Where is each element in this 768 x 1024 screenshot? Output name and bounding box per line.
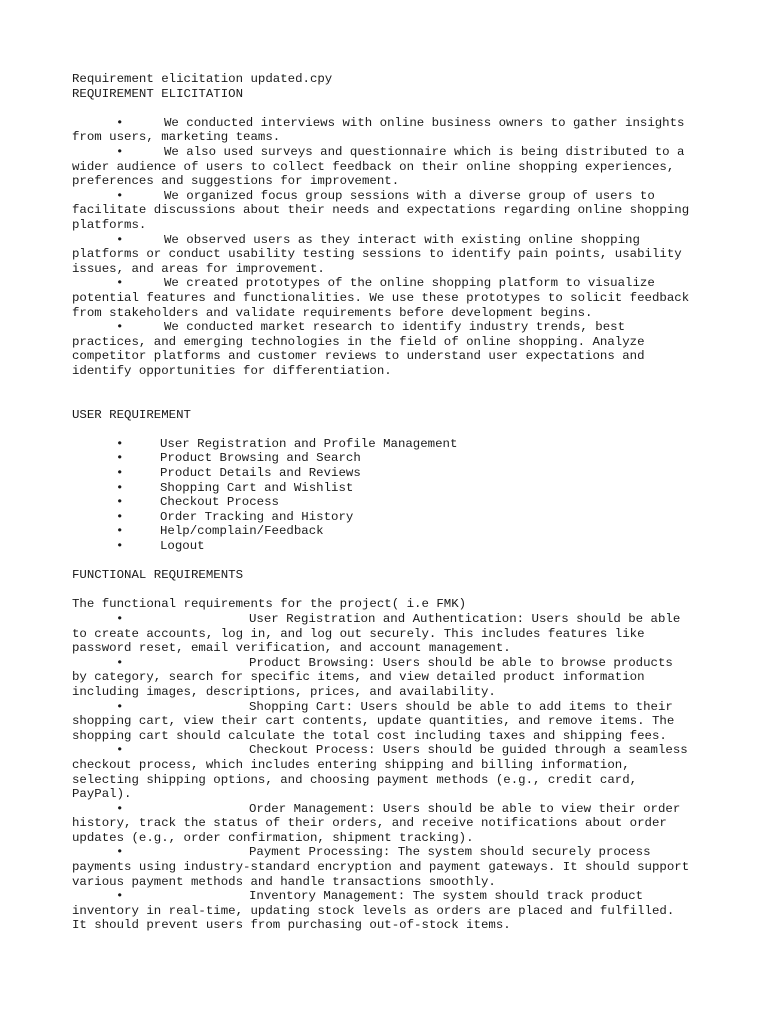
list-item-continuation: practices, and emerging technologies in the field of online shopping. Analyze: [72, 334, 645, 349]
list-item-text: Order Tracking and History: [160, 509, 354, 524]
list-item-continuation: facilitate discussions about their needs and expectations regarding online shopping: [72, 203, 690, 218]
list-item-first-line: [72, 802, 712, 817]
bullet-icon: •: [116, 451, 124, 466]
list-item-continuation: shopping cart should calculate the total cost including taxes and shipping fees.: [72, 728, 667, 743]
list-item: [72, 510, 712, 525]
functional-requirements-list: [72, 612, 712, 933]
bullet-icon: •: [116, 320, 124, 335]
list-item-continuation: from stakeholders and validate requirements before development begins.: [72, 305, 593, 320]
list-item-first-line: [72, 320, 712, 335]
list-item: [72, 524, 712, 539]
list-item: [72, 466, 712, 481]
list-item-text: User Registration and Authentication: Users should be able: [249, 611, 681, 626]
list-item-continuation: updates (e.g., order confirmation, shipment tracking).: [72, 830, 474, 845]
bullet-icon: •: [116, 232, 124, 247]
bullet-icon: •: [116, 889, 124, 904]
list-item-continuation: preferences and suggestions for improvement.: [72, 174, 400, 189]
list-item-first-line: [72, 743, 712, 758]
list-item-text: Product Browsing: Users should be able to browse products: [249, 655, 673, 670]
spacer: [72, 101, 712, 116]
list-item-text: We observed users as they interact with existing online shopping: [164, 232, 640, 247]
list-item-text: We organized focus group sessions with a diverse group of users to: [164, 188, 655, 203]
list-item-first-line: [72, 845, 712, 860]
list-item-continuation: selecting shipping options, and choosing payment methods (e.g., credit card,: [72, 772, 638, 787]
list-item-continuation: from users, marketing teams.: [72, 130, 281, 145]
list-item-text: Payment Processing: The system should securely process: [249, 845, 651, 860]
list-item-text: Product Browsing and Search: [160, 451, 361, 466]
list-item-text: Logout: [160, 539, 205, 553]
list-item-text: Inventory Management: The system should track product: [249, 889, 644, 904]
list-item: [72, 495, 712, 510]
list-item-text: We also used surveys and questionnaire which is being distributed to a: [164, 144, 685, 159]
functional-intro: The functional requirements for the project( i.e FMK): [72, 597, 467, 612]
bullet-icon: •: [116, 801, 124, 816]
list-item-continuation: It should prevent users from purchasing out-of-stock items.: [72, 918, 511, 933]
list-item-first-line: [72, 145, 712, 160]
list-item-first-line: [72, 612, 712, 627]
functional-requirements-heading: FUNCTIONAL REQUIREMENTS: [72, 568, 244, 583]
bullet-icon: •: [116, 115, 124, 130]
bullet-icon: •: [116, 276, 124, 291]
bullet-icon: •: [116, 699, 124, 714]
list-item: [72, 451, 712, 466]
list-item-first-line: [72, 656, 712, 671]
bullet-icon: •: [116, 188, 124, 203]
list-item-first-line: [72, 700, 712, 715]
list-item-text: We conducted market research to identify industry trends, best: [164, 320, 626, 335]
bullet-icon: •: [116, 466, 124, 481]
list-item-continuation: wider audience of users to collect feedback on their online shopping experiences,: [72, 159, 675, 174]
list-item-first-line: [72, 116, 712, 131]
list-item: [72, 437, 712, 452]
spacer: [72, 583, 712, 598]
list-item-continuation: competitor platforms and customer reviews to understand user expectations and: [72, 349, 645, 364]
spacer: [72, 378, 712, 393]
list-item-continuation: shopping cart, view their cart contents, update quantities, and remove items. The: [72, 714, 675, 729]
list-item: [72, 539, 712, 554]
list-item-continuation: inventory in real-time, updating stock levels as orders are placed and fulfilled.: [72, 903, 675, 918]
bullet-icon: •: [116, 480, 124, 495]
list-item-text: Checkout Process: Users should be guided through a seamless: [249, 743, 688, 758]
spacer: [72, 554, 712, 569]
bullet-icon: •: [116, 611, 124, 626]
bullet-icon: •: [116, 495, 124, 510]
bullet-icon: •: [116, 509, 124, 524]
list-item-text: Shopping Cart and Wishlist: [160, 480, 354, 495]
list-item-continuation: issues, and areas for improvement.: [72, 261, 325, 276]
list-item-continuation: platforms or conduct usability testing sessions to identify pain points, usability: [72, 247, 682, 262]
list-item-continuation: potential features and functionalities. We use these prototypes to solicit feedback: [72, 290, 690, 305]
document-page: [72, 72, 712, 933]
list-item-continuation: payments using industry-standard encryption and payment gateways. It should support: [72, 860, 690, 875]
list-item-continuation: platforms.: [72, 217, 147, 232]
list-item-continuation: history, track the status of their orders, and receive notifications about order: [72, 816, 667, 831]
list-item-continuation: identify opportunities for differentiation.: [72, 363, 392, 378]
bullet-icon: •: [116, 144, 124, 159]
file-title: Requirement elicitation updated.cpy: [72, 72, 333, 86]
list-item-text: Help/complain/Feedback: [160, 524, 324, 539]
list-item-text: Order Management: Users should be able to view their order: [249, 801, 681, 816]
elicitation-heading: REQUIREMENT ELICITATION: [72, 86, 244, 101]
list-item: [72, 481, 712, 496]
bullet-icon: •: [116, 743, 124, 758]
list-item-text: User Registration and Profile Management: [160, 436, 458, 451]
list-item-text: Shopping Cart: Users should be able to add items to their: [249, 699, 673, 714]
bullet-icon: •: [116, 524, 124, 539]
user-requirement-list: [72, 437, 712, 554]
spacer: [72, 422, 712, 437]
list-item-text: We conducted interviews with online business owners to gather insights: [164, 115, 685, 130]
spacer: [72, 393, 712, 408]
list-item-first-line: [72, 276, 712, 291]
list-item-first-line: [72, 233, 712, 248]
bullet-icon: •: [116, 655, 124, 670]
bullet-icon: •: [116, 539, 124, 553]
list-item-continuation: PayPal).: [72, 787, 132, 802]
list-item-continuation: including images, descriptions, prices, and availability.: [72, 684, 496, 699]
list-item-continuation: checkout process, which includes entering shipping and billing information,: [72, 757, 630, 772]
list-item-continuation: to create accounts, log in, and log out securely. This includes features like: [72, 626, 645, 641]
user-requirement-heading: USER REQUIREMENT: [72, 407, 191, 422]
list-item-text: Checkout Process: [160, 495, 279, 510]
list-item-continuation: password reset, email verification, and account management.: [72, 641, 511, 656]
bullet-icon: •: [116, 845, 124, 860]
list-item-continuation: various payment methods and handle transactions smoothly.: [72, 874, 496, 889]
list-item-first-line: [72, 189, 712, 204]
elicitation-list: [72, 116, 712, 379]
list-item-continuation: by category, search for specific items, and view detailed product information: [72, 670, 645, 685]
list-item-text: We created prototypes of the online shopping platform to visualize: [164, 276, 655, 291]
list-item-first-line: [72, 889, 712, 904]
bullet-icon: •: [116, 436, 124, 451]
list-item-text: Product Details and Reviews: [160, 466, 361, 481]
